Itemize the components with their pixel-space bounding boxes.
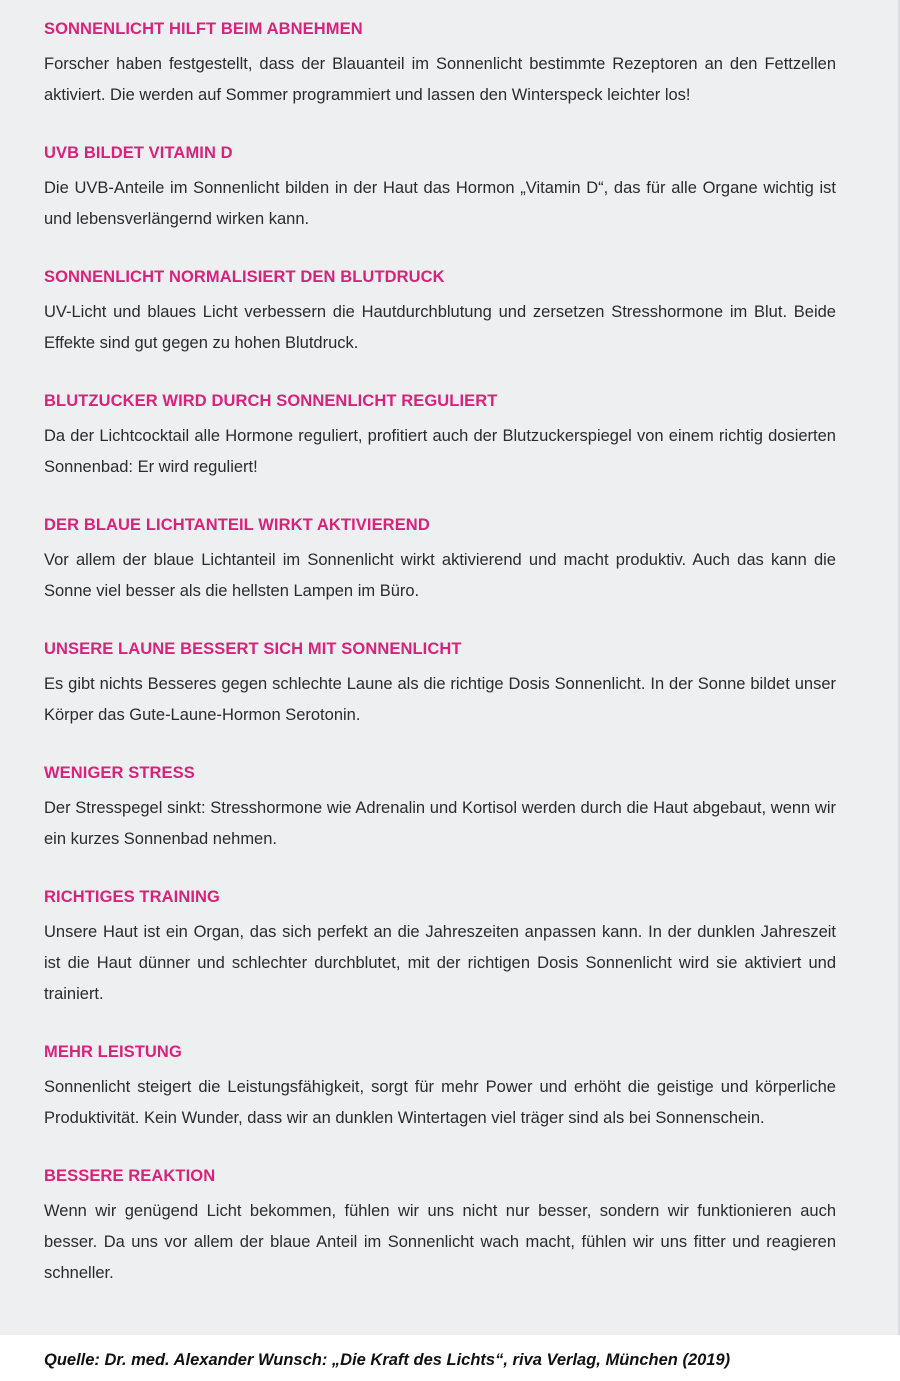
section-reaktion [44,1165,836,1289]
section-leistung [44,1041,836,1134]
section-text: Unsere Haut ist ein Organ, das sich perfekt an die Jahreszeiten anpassen kann. In der dunklen Jahreszeit ist die Haut dünner und schlechter durchblutet, mit der richtigen Dosis Sonnenlicht wird sie aktiviert und trainiert. [44,923,836,1003]
section-heading: UNSERE LAUNE BESSERT SICH MIT SONNENLICHT [44,640,462,658]
section-text: Es gibt nichts Besseres gegen schlechte Laune als die richtige Dosis Sonnenlicht. In der Sonne bildet unser Körper das Gute-Laune-Hormon Serotonin. [44,675,836,724]
section-heading: SONNENLICHT NORMALISIERT DEN BLUTDRUCK [44,268,445,286]
section-text: Wenn wir genügend Licht bekommen, fühlen wir uns nicht nur besser, sondern wir funktionieren auch besser. Da uns vor allem der blaue Anteil im Sonnenlicht wach macht, fühlen wir uns fitter und reagieren schneller. [44,1202,836,1282]
section-heading: BESSERE REAKTION [44,1167,216,1185]
section-heading: SONNENLICHT HILFT BEIM ABNEHMEN [44,20,363,38]
section-blaues-licht [44,514,836,607]
benefits-list [44,18,836,1320]
section-text: Forscher haben festgestellt, dass der Blauanteil im Sonnenlicht bestimmte Rezeptoren an den Fettzellen aktiviert. Die werden auf Sommer programmiert und lassen den Winterspeck leichter los! [44,55,836,104]
section-vitamin-d [44,142,836,235]
section-blutdruck [44,266,836,359]
section-text: Sonnenlicht steigert die Leistungsfähigkeit, sorgt für mehr Power und erhöht die geistige und körperliche Produktivität. Kein Wunder, dass wir an dunklen Wintertagen viel träger sind als bei Sonnenschein. [44,1078,836,1127]
section-text: Der Stresspegel sinkt: Stresshormone wie Adrenalin und Kortisol werden durch die Haut abgebaut, wenn wir ein kurzes Sonnenbad nehmen. [44,799,836,848]
section-heading: MEHR LEISTUNG [44,1043,182,1061]
section-text: Vor allem der blaue Lichtanteil im Sonnenlicht wirkt aktivierend und macht produktiv. Auch das kann die Sonne viel besser als die hellsten Lampen im Büro. [44,551,836,600]
section-text: Da der Lichtcocktail alle Hormone reguliert, profitiert auch der Blutzuckerspiegel von einem richtig dosierten Sonnenbad: Er wird reguliert! [44,427,836,476]
section-text: Die UVB-Anteile im Sonnenlicht bilden in der Haut das Hormon „Vitamin D“, das für alle Organe wichtig ist und lebensverlängernd wirken kann. [44,179,836,228]
section-heading: UVB BILDET VITAMIN D [44,144,233,162]
source-citation: Quelle: Dr. med. Alexander Wunsch: „Die Kraft des Lichts“, riva Verlag, München (2019) [44,1351,731,1369]
section-training [44,886,836,1010]
section-heading: RICHTIGES TRAINING [44,888,220,906]
section-text: UV-Licht und blaues Licht verbessern die Hautdurchblutung und zersetzen Stresshormone im Blut. Beide Effekte sind gut gegen zu hohen Blutdruck. [44,303,836,352]
section-heading: DER BLAUE LICHTANTEIL WIRKT AKTIVIEREND [44,516,430,534]
section-heading: BLUTZUCKER WIRD DURCH SONNENLICHT REGULIERT [44,392,498,410]
section-blutzucker [44,390,836,483]
section-heading: WENIGER STRESS [44,764,195,782]
section-laune [44,638,836,731]
section-stress [44,762,836,855]
section-abnehmen [44,18,836,111]
